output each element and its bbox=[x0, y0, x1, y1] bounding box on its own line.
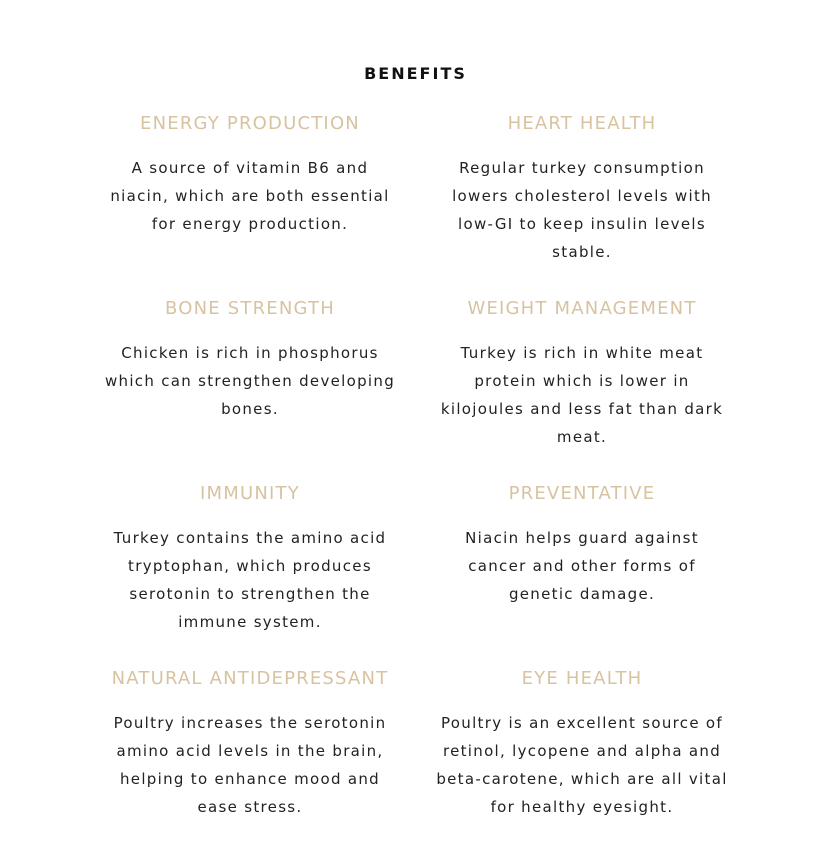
benefit-description: Poultry is an excellent source of retinol, lycopene and alpha and beta-carotene, which are all vital for healthy eyesight. bbox=[436, 714, 728, 816]
benefit-heading: HEART HEALTH bbox=[507, 113, 657, 134]
benefit-description: Niacin helps guard against cancer and other forms of genetic damage. bbox=[465, 529, 699, 603]
benefit-eye-health bbox=[432, 667, 732, 852]
benefit-heading: IMMUNITY bbox=[200, 483, 300, 504]
benefit-heading: ENERGY PRODUCTION bbox=[140, 113, 360, 134]
section-title: BENEFITS bbox=[364, 64, 467, 83]
benefit-heading: BONE STRENGTH bbox=[165, 298, 335, 319]
benefit-heading: PREVENTATIVE bbox=[508, 483, 656, 504]
benefit-description: Regular turkey consumption lowers cholesterol levels with low-GI to keep insulin levels stable. bbox=[452, 159, 712, 261]
benefits-grid bbox=[100, 112, 732, 852]
benefit-preventative bbox=[432, 482, 732, 667]
benefit-heading: NATURAL ANTIDEPRESSANT bbox=[111, 668, 389, 689]
benefit-weight-management bbox=[432, 297, 732, 482]
benefit-heart-health bbox=[432, 112, 732, 297]
benefit-description: A source of vitamin B6 and niacin, which are both essential for energy production. bbox=[110, 159, 390, 233]
benefit-heading: EYE HEALTH bbox=[521, 668, 643, 689]
benefit-energy-production bbox=[100, 112, 400, 297]
benefit-immunity bbox=[100, 482, 400, 667]
benefit-heading: WEIGHT MANAGEMENT bbox=[467, 298, 697, 319]
benefit-description: Turkey is rich in white meat protein which is lower in kilojoules and less fat than dark meat. bbox=[440, 344, 724, 446]
benefit-description: Chicken is rich in phosphorus which can strengthen developing bones. bbox=[104, 344, 396, 418]
benefit-description: Poultry increases the serotonin amino acid levels in the brain, helping to enhance mood and ease stress. bbox=[113, 714, 387, 816]
benefit-natural-antidepressant bbox=[100, 667, 400, 852]
benefit-bone-strength bbox=[100, 297, 400, 482]
benefit-description: Turkey contains the amino acid tryptophan, which produces serotonin to strengthen the immune system. bbox=[113, 529, 387, 631]
